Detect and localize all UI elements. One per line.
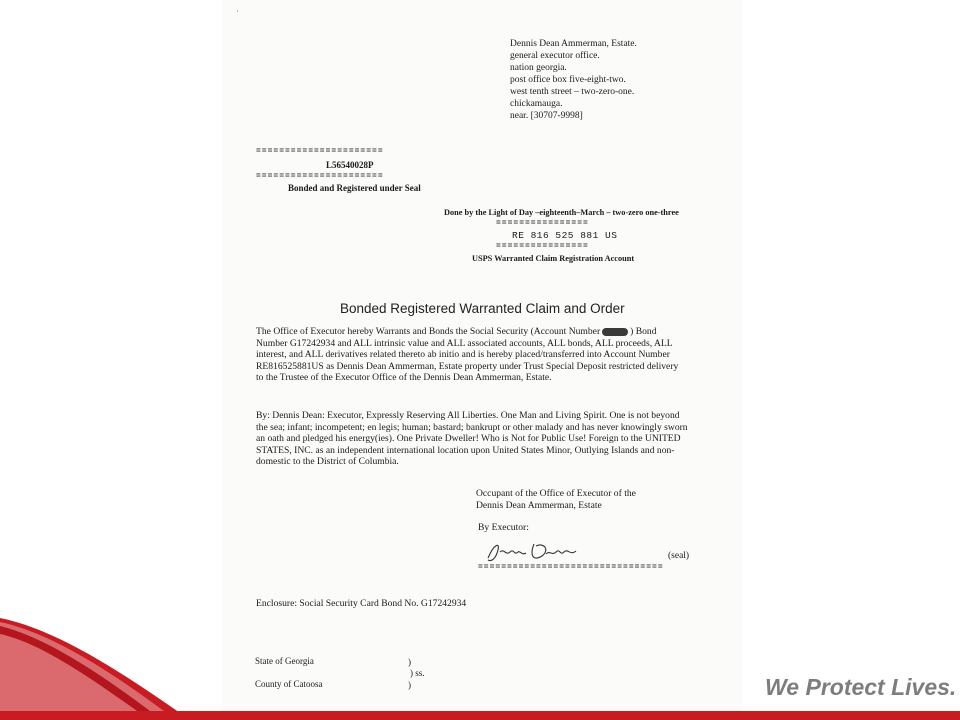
executor-paragraph: By: Dennis Dean: Executor, Expressly Reserving All Liberties. One Man and Living Spirit. One is not beyond the sea; infant; incompetent; en legis; human; bastard; bankrupt or other malady and has never knowingly sworn an oath and pledged his energy(ies). One Private Dweller! Who is Not for Public Use! Foreign to the UNITED STATES, INC. as an independent international location upon United States Minor, Outlying Islands and non-domestic to the District of Columbia. bbox=[256, 410, 688, 467]
bottom-red-bar bbox=[0, 711, 960, 720]
seal-number: L56540028P bbox=[326, 160, 374, 170]
paren-bottom: ) bbox=[408, 680, 411, 690]
claim-text-start: The Office of Executor hereby Warrants and Bonds the Social Security (Account Number bbox=[256, 326, 601, 337]
registration-dash-bottom: ================ bbox=[496, 242, 589, 251]
registration-caption: USPS Warranted Claim Registration Account bbox=[472, 254, 635, 263]
seal-dash-top: ====================== bbox=[256, 147, 384, 156]
address-line: near. [30707-9998] bbox=[510, 111, 583, 121]
scan-mark: · bbox=[236, 6, 239, 16]
done-by-line: Done by the Light of Day –eighteenth–March – two-zero one-three bbox=[444, 208, 679, 217]
claim-text-rest: ) Bond Number G17242934 and ALL intrinsic value and ALL associated accounts, ALL bonds, ALL proceeds, ALL interest, and ALL derivatives related thereto ab initio and is hereby placed/transferred into Account Number RE816525881US as Dennis Dean Ammerman, Estate property under Trust Special Deposit restricted delivery to the Trustee of the Executor Office of the Dennis Dean Ammerman, Estate. bbox=[256, 326, 679, 383]
registration-dash-top: ================ bbox=[496, 219, 589, 228]
seal-caption: Bonded and Registered under Seal bbox=[288, 183, 421, 193]
occupant-line-1: Occupant of the Office of Executor of the bbox=[476, 488, 636, 499]
paren-ss: ) ss. bbox=[410, 668, 425, 678]
seal-dash-bottom: ====================== bbox=[256, 172, 384, 181]
address-line: chickamauga. bbox=[510, 99, 563, 109]
seal-label: (seal) bbox=[668, 551, 690, 561]
address-line: west tenth street – two-zero-one. bbox=[510, 87, 635, 97]
slogan: We Protect Lives. bbox=[765, 674, 957, 700]
enclosure-line: Enclosure: Social Security Card Bond No. G17242934 bbox=[256, 598, 467, 609]
state-label: State of Georgia bbox=[255, 656, 314, 666]
document-title: Bonded Registered Warranted Claim and Order bbox=[340, 301, 625, 316]
redaction-mark bbox=[602, 328, 628, 336]
registration-number: RE 816 525 881 US bbox=[512, 230, 618, 241]
claim-paragraph bbox=[256, 326, 688, 384]
address-line: general executor office. bbox=[510, 51, 600, 61]
address-line: nation georgia. bbox=[510, 63, 567, 73]
paren-top: ) bbox=[408, 657, 411, 667]
by-executor-label: By Executor: bbox=[478, 522, 529, 533]
address-line: Dennis Dean Ammerman, Estate. bbox=[510, 39, 637, 49]
address-line: post office box five-eight-two. bbox=[510, 75, 626, 85]
county-label: County of Catoosa bbox=[255, 679, 323, 689]
occupant-line-2: Dennis Dean Ammerman, Estate bbox=[476, 500, 602, 511]
signature-dash: ================================ bbox=[478, 563, 664, 572]
address-block bbox=[510, 38, 710, 122]
